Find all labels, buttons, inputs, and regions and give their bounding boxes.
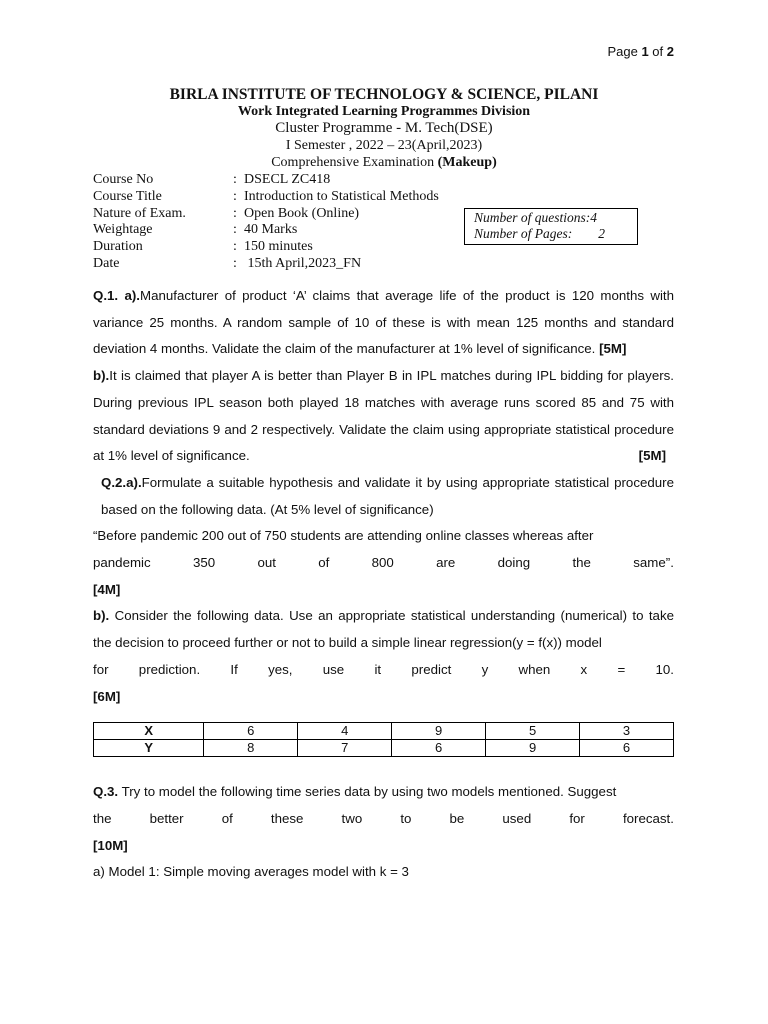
q3-text: Q.3. Try to model the following time series data by using two models mentioned. Suggest [93,784,617,800]
q1a-text: Q.1. a).Manufacturer of product ‘A’ claims that average life of the product is 120 months with variance 25 months. A random sample of 10 of these is with mean 125 months and standard deviation 4 months. Validate the claim of the manufacturer at 1% level of significance. [5M] [93,288,675,357]
course-info-row: Duration : 150 minutes [93,239,313,255]
q3-model1: a) Model 1: Simple moving averages model with k = 3 [93,864,409,880]
division-name: Work Integrated Learning Programmes Division [237,104,531,119]
institute-name: BIRLA INSTITUTE OF TECHNOLOGY & SCIENCE, PILANI [169,86,599,103]
exam-info-box: Number of questions:4 Number of Pages: 2 [464,208,638,245]
table-row: Y 8 7 6 9 6 [94,740,674,757]
course-info-row: Course No : DSECL ZC418 [93,172,331,187]
course-info-row: Nature of Exam. : Open Book (Online) [93,205,360,221]
q1b-text: b).It is claimed that player A is better than Player B in IPL matches during IPL bidding for players. During previous IPL season both played 18 matches with average runs scored 85 and 75 with standard deviations 9 and 2 respectively. Validate the claim using appropriate statistical procedure at 1% level of significance. [5M] [93,368,674,464]
course-info-row: Date : 15th April,2023_FN [93,255,362,271]
xy-data-table [93,722,674,757]
q2a-text: Q.2.a).Formulate a suitable hypothesis and validate it by using appropriate statistical procedure based on the following data. (At 5% level of significance) [101,474,674,517]
exam-title: Comprehensive Examination (Makeup) [271,155,497,170]
semester-line: I Semester , 2022 – 23(April,2023) [285,138,483,153]
question-body [93,283,674,886]
page-number: Page 1 of 2 [607,44,674,59]
q2b-line3: for prediction. If yes, use it predict y when x = 10. [93,661,674,677]
q2a-quote-line1: “Before pandemic 200 out of 750 students are attending online classes whereas after [93,528,594,544]
q3-marks: [10M] [93,837,128,853]
course-info-row: Course Title : Introduction to Statistical Methods [93,188,439,204]
programme-name: Cluster Programme - M. Tech(DSE) [275,120,493,136]
course-info-row: Weightage : 40 Marks [93,222,298,238]
q3-line2: the better of these two to be used for forecast. [93,810,674,826]
course-info [93,172,439,273]
q2b-marks: [6M] [93,688,121,704]
q2a-marks: [4M] [93,581,121,597]
table-row: X 6 4 9 5 3 [94,723,674,740]
document-header [0,86,768,171]
q2a-quote-line2: pandemic 350 out of 800 are doing the same”. [93,555,674,571]
q2b-text: b). Consider the following data. Use an appropriate statistical understanding (numerical) to take the decision to proceed further or not to build a simple linear regression(y = f(x)) model [93,608,674,651]
